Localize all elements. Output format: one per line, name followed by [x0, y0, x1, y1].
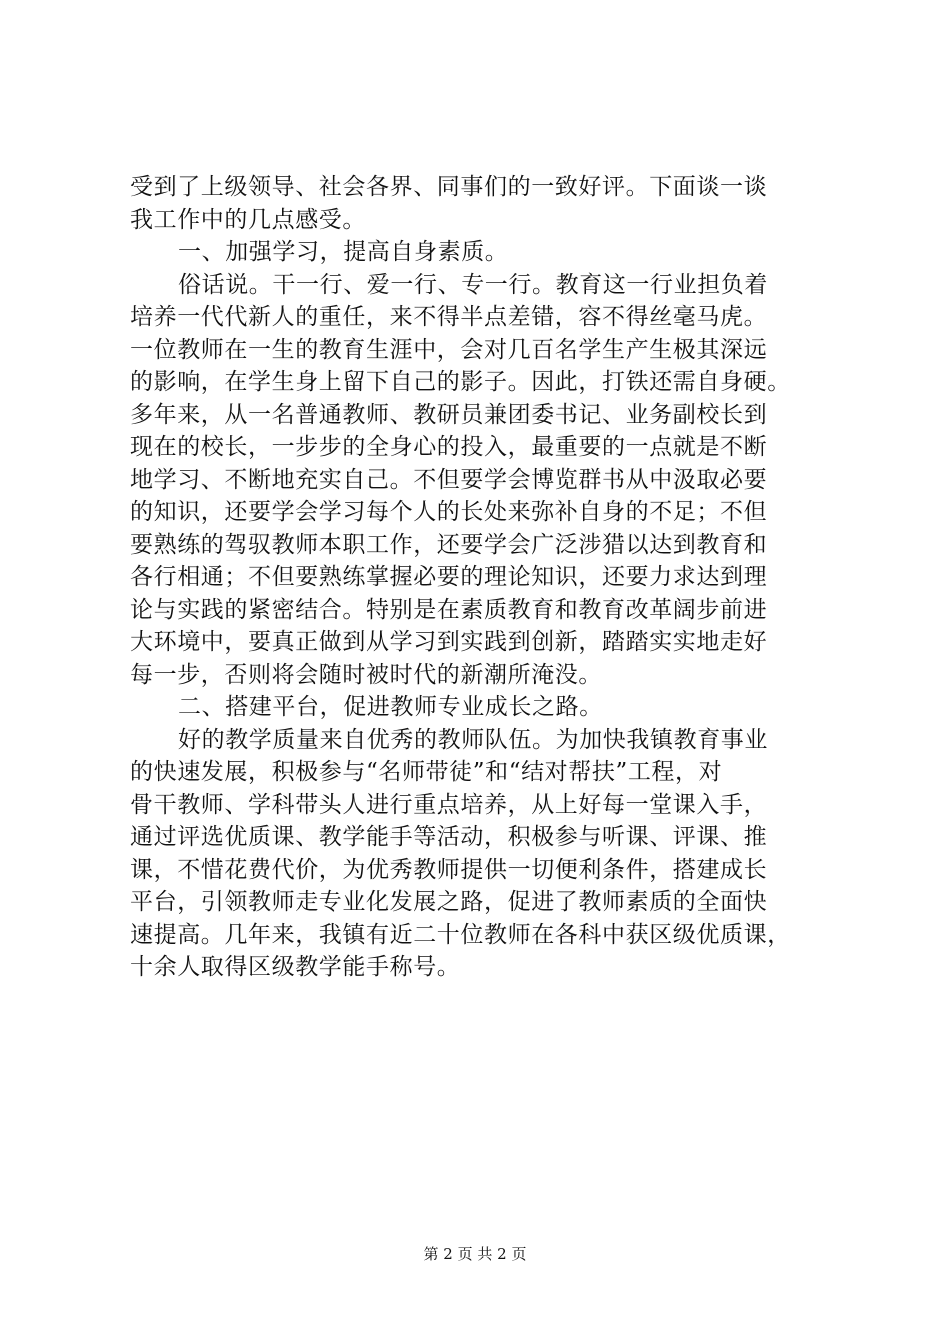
text-line: 的影响，在学生身上留下自己的影子。因此，打铁还需自身硬。: [130, 369, 791, 395]
text-line: 要熟练的驾驭教师本职工作，还要学会广泛涉猎以达到教育和: [130, 531, 768, 558]
text-line: 各行相通；不但要熟练掌握必要的理论知识，还要力求达到理: [130, 564, 768, 590]
text-line: 俗话说。干一行、爱一行、专一行。教育这一行业担负着: [178, 271, 768, 298]
text-line: 速提高。几年来，我镇有近二十位教师在各科中获区级优质课，: [130, 921, 791, 948]
page-number-footer: 第 2 页 共 2 页: [423, 1245, 527, 1263]
text-line: 多年来，从一名普通教师、教研员兼团委书记、业务副校长到: [130, 401, 768, 428]
text-line: 地学习、不断地充实自己。不但要学会博览群书从中汲取必要: [130, 466, 768, 493]
text-line: 骨干教师、学科带头人进行重点培养，从上好每一堂课入手，: [130, 791, 768, 818]
text-line: 大环境中，要真正做到从学习到实践到创新，踏踏实实地走好: [130, 629, 768, 655]
document-body: [130, 171, 830, 984]
text-line: 平台，引领教师走专业化发展之路，促进了教师素质的全面快: [130, 889, 768, 915]
text-line: 一位教师在一生的教育生涯中，会对几百名学生产生极其深远: [130, 336, 768, 363]
text-line: 我工作中的几点感受。: [130, 206, 366, 233]
text-line: 二、搭建平台，促进教师专业成长之路。: [178, 694, 603, 720]
text-line: 的快速发展，积极参与“名师带徒”和“结对帮扶”工程，对: [130, 759, 723, 785]
text-line: 现在的校长，一步步的全身心的投入，最重要的一点就是不断: [130, 434, 768, 460]
text-line: 培养一代代新人的重任，来不得半点差错，容不得丝毫马虎。: [130, 304, 768, 330]
text-line: 一、加强学习，提高自身素质。: [178, 239, 509, 265]
text-line: 论与实践的紧密结合。特别是在素质教育和教育改革阔步前进: [130, 596, 768, 623]
text-line: 课，不惜花费代价，为优秀教师提供一切便利条件，搭建成长: [130, 856, 768, 883]
text-line: 通过评选优质课、教学能手等活动，积极参与听课、评课、推: [130, 824, 768, 850]
text-line: 的知识，还要学会学习每个人的长处来弥补自身的不足；不但: [130, 499, 768, 525]
text-line: 受到了上级领导、社会各界、同事们的一致好评。下面谈一谈: [130, 174, 768, 200]
text-line: 十余人取得区级教学能手称号。: [130, 954, 461, 980]
text-line: 好的教学质量来自优秀的教师队伍。为加快我镇教育事业: [178, 726, 768, 753]
text-line: 每一步，否则将会随时被时代的新潮所淹没。: [130, 661, 602, 688]
